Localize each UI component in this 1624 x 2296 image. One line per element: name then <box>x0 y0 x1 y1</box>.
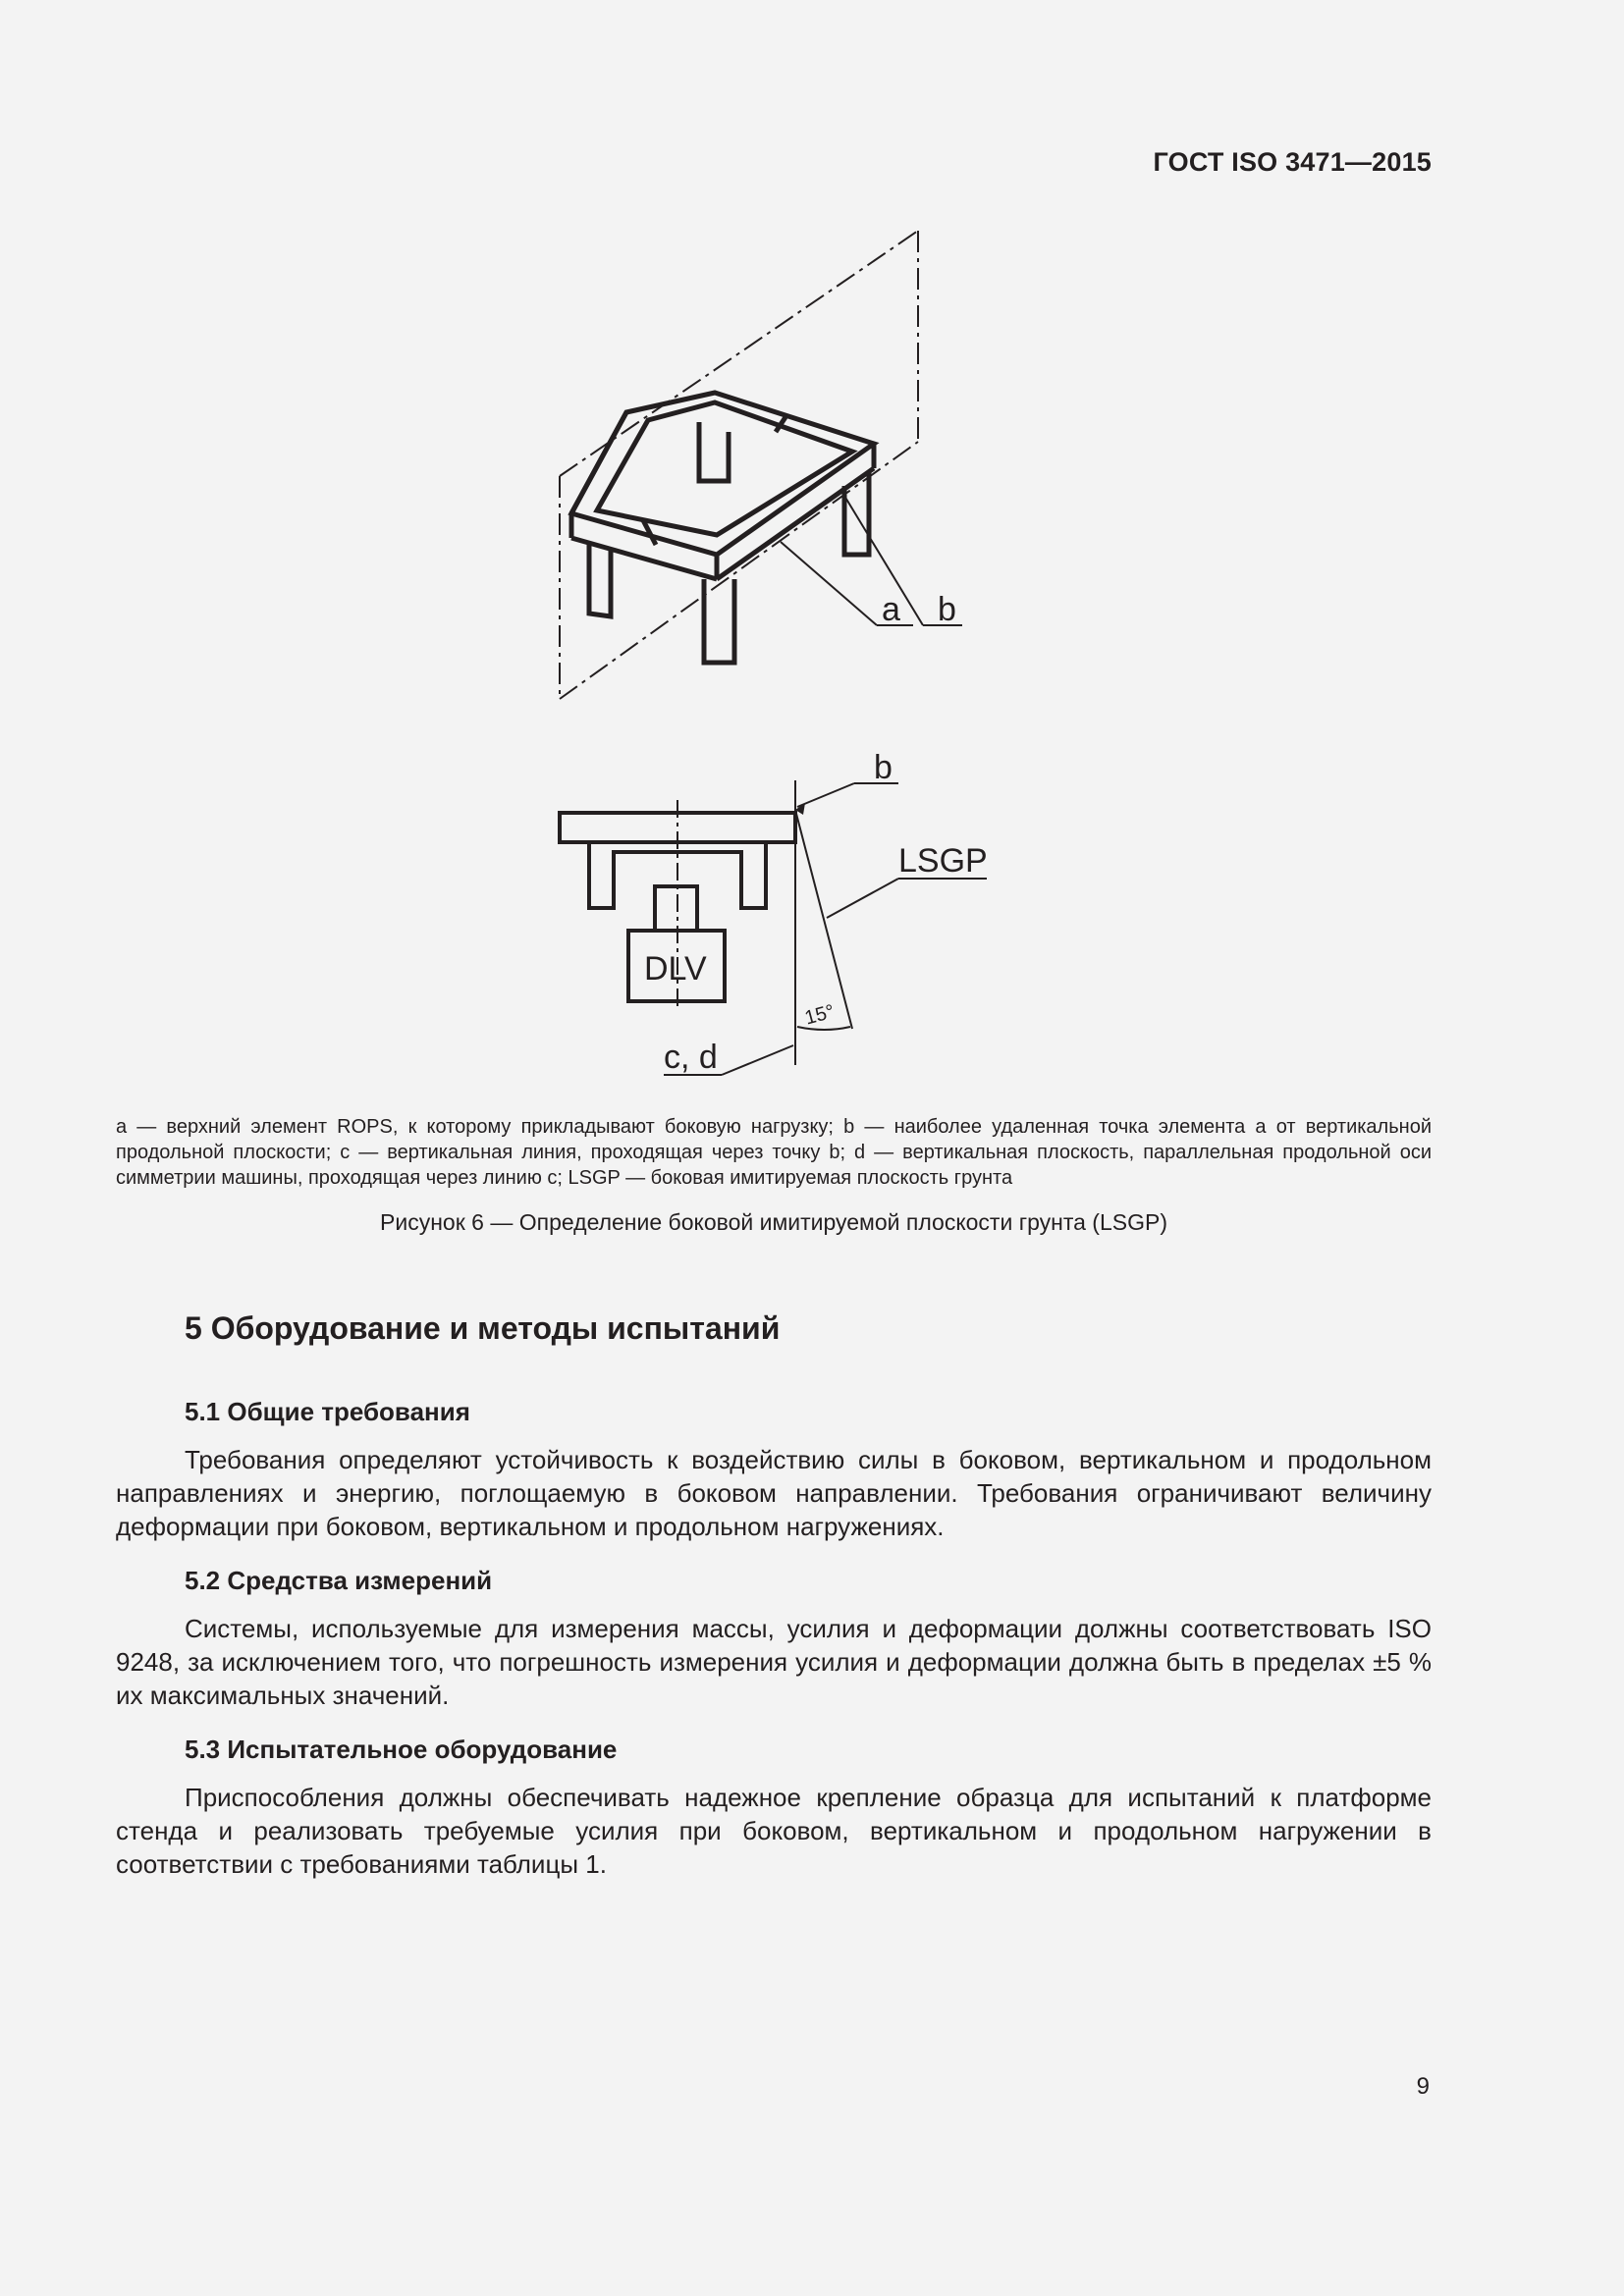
paragraph-5-1: Требования определяют устойчивость к воздействию силы в боковом, вертикальном и продольном направлениях и энергию, поглощаемую в боковом направлении. Требования ограничивают величину деформации при боковом, вертикальном и продольном нагружениях. <box>116 1445 1432 1541</box>
lsgp-side-view-figure <box>530 741 1001 1095</box>
section-title: 5 Оборудование и методы испытаний <box>185 1310 781 1346</box>
label-dlv: DLV <box>644 950 707 988</box>
figure-legend: a — верхний элемент ROPS, к которому прикладывают боковую нагрузку; b — наиболее удаленная точка элемента a от вертикальной продольной плоскости; c — вертикальная линия, проходящая через точку b; d — вертикальная плоскость, параллельная продольной оси симметрии машины, проходящая через линию c; LSGP — боковая имитируемая плоскость грунта <box>116 1116 1432 1189</box>
paragraph-5-3: Приспособления должны обеспечивать надежное крепление образца для испытаний к платформе стенда и реализовать требуемые усилия при боковом, вертикальном и продольном нагружении в соответствии с требованиями таблицы 1. <box>116 1783 1432 1879</box>
label-b-side: b <box>874 749 893 786</box>
document-header: ГОСТ ISO 3471—2015 <box>1153 147 1432 177</box>
subsection-title-5-3: 5.3 Испытательное оборудование <box>185 1735 618 1764</box>
rops-isometric-figure <box>530 221 1001 712</box>
page-number: 9 <box>1416 2073 1430 2100</box>
label-15-degrees: 15° <box>802 1000 838 1030</box>
subsection-title-5-1: 5.1 Общие требования <box>185 1397 470 1426</box>
label-a: a <box>882 591 900 628</box>
figure-caption: Рисунок 6 — Определение боковой имитируемой плоскости грунта (LSGP) <box>380 1209 1167 1235</box>
label-lsgp: LSGP <box>898 842 988 880</box>
subsection-title-5-2: 5.2 Средства измерений <box>185 1566 493 1595</box>
label-b: b <box>938 591 956 628</box>
paragraph-5-2: Системы, используемые для измерения массы, усилия и деформации должны соответствовать ISO 9248, за исключением того, что погрешность измерения усилия и деформации должна быть в пределах ±5 % их максимальных значений. <box>116 1614 1432 1710</box>
label-c-d: c, d <box>664 1039 718 1076</box>
